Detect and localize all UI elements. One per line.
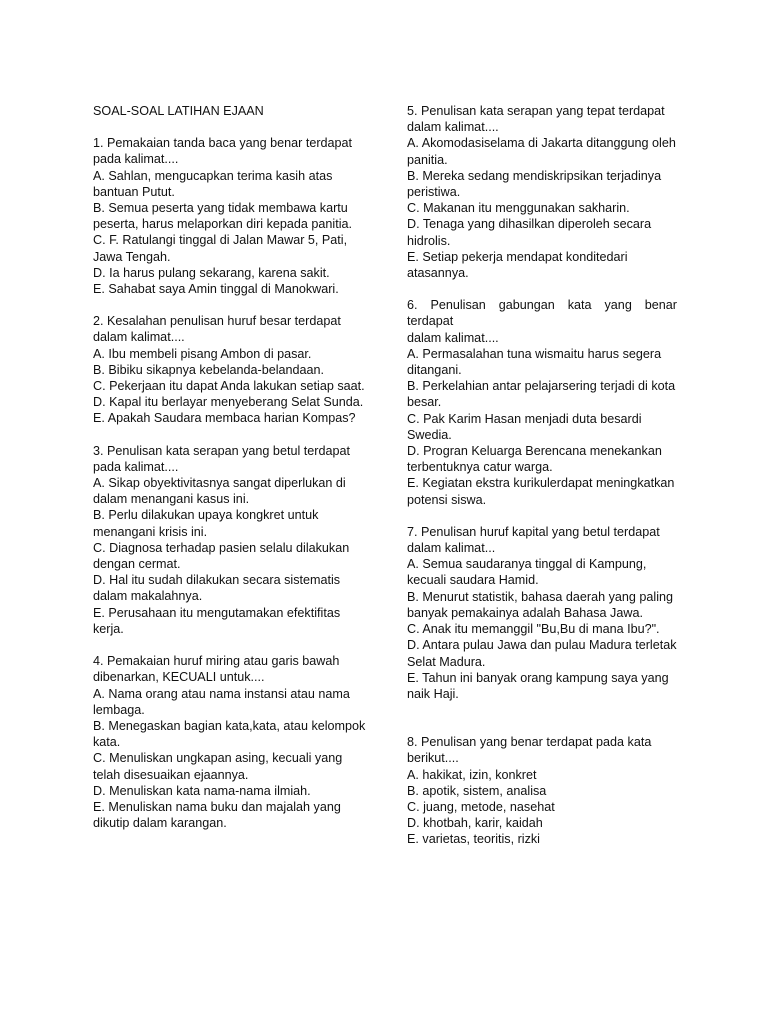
option-a: A. Sikap obyektivitasnya sangat diperlukan di dalam menangani kasus ini. <box>93 476 346 507</box>
document-title: SOAL-SOAL LATIHAN EJAAN <box>93 104 264 118</box>
question-8 <box>407 734 677 847</box>
option-e: E. Setiap pekerja mendapat konditedari atasannya. <box>407 249 628 281</box>
option-b: B. Mereka sedang mendiskripsikan terjadinya peristiwa. <box>407 168 662 200</box>
option-c: C. Makanan itu menggunakan sakharin. <box>407 201 630 216</box>
option-e: E. Sahabat saya Amin tinggal di Manokwari. <box>93 282 339 297</box>
option-a: A. Akomodasiselama di Jakarta ditanggung oleh panitia. <box>407 136 676 167</box>
option-c: C. juang, metode, nasehat <box>407 799 555 814</box>
question-3 <box>93 443 368 637</box>
option-a: A. Nama orang atau nama instansi atau nama lembaga. <box>93 686 350 717</box>
question-stem: 4. Pemakaian huruf miring atau garis bawah dibenarkan, KECUALI untuk.... <box>93 654 340 685</box>
option-a: A. Ibu membeli pisang Ambon di pasar. <box>93 346 312 361</box>
question-stem: 1. Pemakaian tanda baca yang benar terdapat pada kalimat.... <box>93 136 353 167</box>
question-stem: 3. Penulisan kata serapan yang betul terdapat pada kalimat.... <box>93 443 350 474</box>
option-b: B. Semua peserta yang tidak membawa kartu peserta, harus melaporkan diri kepada panitia. <box>93 201 353 232</box>
question-stem: 2. Kesalahan penulisan huruf besar terdapat dalam kalimat.... <box>93 314 341 345</box>
question-1 <box>93 135 368 297</box>
question-2 <box>93 313 368 426</box>
option-b: B. Menurut statistik, bahasa daerah yang paling banyak pemakainya adalah Bahasa Jawa. <box>407 589 674 620</box>
question-6 <box>407 297 677 508</box>
right-column <box>407 103 677 864</box>
option-e: E. Menuliskan nama buku dan majalah yang dikutip dalam karangan. <box>93 799 341 831</box>
option-d: D. Kapal itu berlayar menyeberang Selat Sunda. <box>93 395 364 410</box>
question-stem-continued: dalam kalimat.... <box>407 330 499 345</box>
option-e: E. Tahun ini banyak orang kampung saya yang naik Haji. <box>407 670 669 701</box>
option-b: B. Menegaskan bagian kata,kata, atau kelompok kata. <box>93 718 366 750</box>
option-b: B. Perkelahian antar pelajarsering terjadi di kota besar. <box>407 379 676 410</box>
option-c: C. Menuliskan ungkapan asing, kecuali yang telah disesuaikan ejaannya. <box>93 751 343 782</box>
option-a: A. Permasalahan tuna wismaitu harus segera ditangani. <box>407 346 662 378</box>
option-e: E. Kegiatan ekstra kurikulerdapat meningkatkan potensi siswa. <box>407 476 675 507</box>
question-stem: 6. Penulisan gabungan kata yang benar terdapat <box>407 298 677 329</box>
option-b: B. Bibiku sikapnya kebelanda-belandaan. <box>93 362 325 377</box>
question-stem: 8. Penulisan yang benar terdapat pada kata berikut.... <box>407 735 652 766</box>
option-b: B. Perlu dilakukan upaya kongkret untuk menangani krisis ini. <box>93 508 319 539</box>
option-a: A. Sahlan, mengucapkan terima kasih atas bantuan Putut. <box>93 168 333 199</box>
option-c: C. Diagnosa terhadap pasien selalu dilakukan dengan cermat. <box>93 540 350 572</box>
option-d: D. Progran Keluarga Berencana menekankan terbentuknya catur warga. <box>407 444 662 475</box>
option-b: B. apotik, sistem, analisa <box>407 783 547 798</box>
spacer <box>407 718 677 734</box>
option-d: D. Tenaga yang dihasilkan diperoleh secara hidrolis. <box>407 217 652 248</box>
option-e: E. varietas, teoritis, rizki <box>407 832 540 847</box>
question-stem: 7. Penulisan huruf kapital yang betul terdapat dalam kalimat... <box>407 524 660 556</box>
option-d: D. Menuliskan kata nama-nama ilmiah. <box>93 783 311 798</box>
option-e: E. Apakah Saudara membaca harian Kompas? <box>93 411 356 426</box>
question-4 <box>93 653 368 831</box>
left-column <box>93 103 368 847</box>
option-a: A. hakikat, izin, konkret <box>407 767 537 782</box>
option-d: D. Antara pulau Jawa dan pulau Madura terletak Selat Madura. <box>407 638 677 669</box>
option-c: C. Pak Karim Hasan menjadi duta besardi Swedia. <box>407 411 642 442</box>
option-d: D. khotbah, karir, kaidah <box>407 816 543 831</box>
question-stem: 5. Penulisan kata serapan yang tepat terdapat dalam kalimat.... <box>407 104 665 135</box>
option-d: D. Hal itu sudah dilakukan secara sistematis dalam makalahnya. <box>93 573 341 604</box>
option-c: C. F. Ratulangi tinggal di Jalan Mawar 5, Pati, Jawa Tengah. <box>93 233 348 264</box>
option-c: C. Pekerjaan itu dapat Anda lakukan setiap saat. <box>93 379 365 394</box>
question-7 <box>407 524 677 702</box>
option-a: A. Semua saudaranya tinggal di Kampung, kecuali saudara Hamid. <box>407 557 647 588</box>
question-5 <box>407 103 677 281</box>
option-d: D. Ia harus pulang sekarang, karena sakit. <box>93 265 330 280</box>
option-c: C. Anak itu memanggil "Bu,Bu di mana Ibu?". <box>407 622 660 637</box>
option-e: E. Perusahaan itu mengutamakan efektifitas kerja. <box>93 605 341 636</box>
